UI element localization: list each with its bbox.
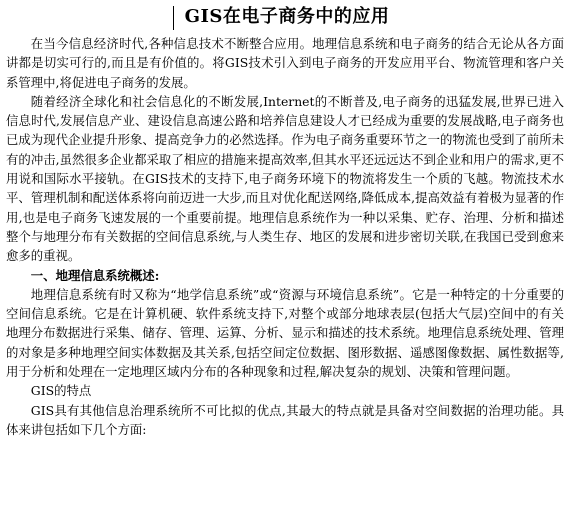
section-heading: 一、地理信息系统概述: (30, 267, 160, 283)
features-paragraph: GIS具有其他信息治理系统所不可比拟的优点,其最大的特点就是具备对空间数据的治理功能。具体来讲包括如下几个方面: (6, 402, 564, 437)
features-label: GIS的特点 (30, 383, 92, 399)
text-cursor (173, 6, 174, 30)
background-paragraph: 随着经济全球化和社会信息化的不断发展,Internet的不断普及,电子商务的迅猛发展,世界已进入信息时代,发展信息产业、建设信息高速公路和培养信息建设人才已经成为重要的发展战略,电子商务也已成为现代企业提升形象、提高竞争力的必然选择。作为电子商务重要环节之一的物流也受到了前所未有的冲击,虽然很多企业都采取了相应的措施来提高效率,但其水平还远远达不到企业和用户的需求,更不用说和国际水平接轨。在GIS技术的支持下,电子商务环境下的物流将发生一个质的飞越。物流技术水平、管理机制和配送体系将向前迈进一大步,而且对优化配送网络,降低成本,提高效益有着极为显著的作用,也是电子商务飞速发展的一个重要前提。地理信息系统作为一种以采集、贮存、治理、分析和描述整个与地理分布有关数据的空间信息系统,与人类生存、地区的发展和进步密切关联,在我国已受到愈来愈多的重视。 (6, 93, 564, 264)
document-title: GIS在电子商务中的应用 (184, 6, 390, 27)
definition-paragraph: 地理信息系统有时又称为“地学信息系统”或“资源与环境信息系统”。它是一种特定的十分重要的空间信息系统。它是在计算机硬、软件系统支持下,对整个或部分地球表层(包括大气层)空间中的有关地理分布数据进行采集、储存、管理、运算、分析、显示和描述的技术系统。地理信息系统处理、管理的对象是多种地理空间实体数据及其关系,包括空间定位数据、图形数据、遥感图像数据、属性数据等,用于分析和处理在一定地理区域内分布的各种现象和过程,解决复杂的规划、决策和管理问题。 (6, 286, 564, 380)
intro-paragraph: 在当今信息经济时代,各种信息技术不断整合应用。地理信息系统和电子商务的结合无论从各方面讲都是切实可行的,而且是有价值的。将GIS技术引入到电子商务的开发应用平台、物流管理和客户关系管理中,将促进电子商务的发展。 (6, 36, 564, 90)
title-row (6, 4, 564, 34)
